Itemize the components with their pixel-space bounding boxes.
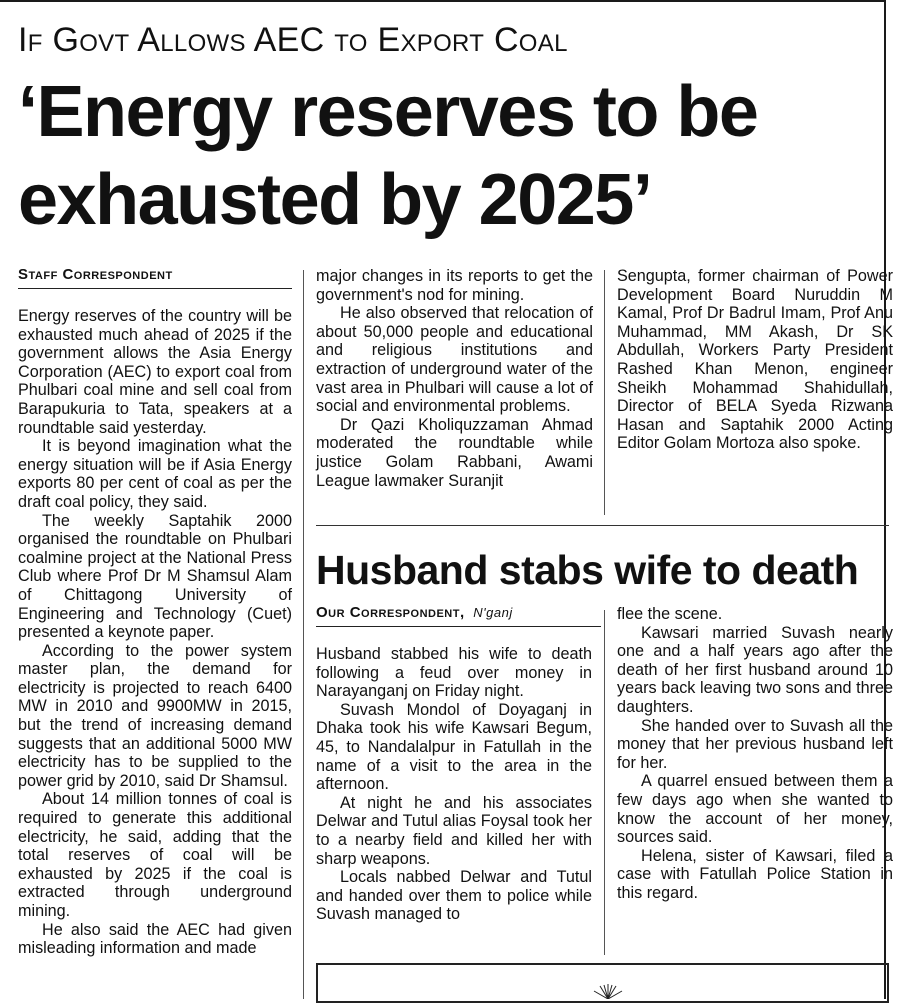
paragraph: It is beyond imagination what the energy situation will be if Asia Energy exports 80 per cent of coal as per the draft coal policy, they said. — [18, 437, 292, 511]
paragraph: At night he and his associates Delwar and Tutul alias Foysal took her to a nearby field and killed her with sharp weapons. — [316, 793, 592, 868]
paragraph: Locals nabbed Delwar and Tutul and handed over them to police while Suvash managed to — [316, 868, 592, 924]
column-separator — [303, 270, 304, 999]
paragraph: Kawsari married Suvash nearly one and a half years ago after the death of her first husband around 10 years back leaving two sons and three daughters. — [617, 623, 893, 716]
article-kicker: If Govt Allows AEC to Export Coal — [18, 21, 568, 59]
article2-column-1 — [316, 645, 592, 924]
column-separator — [604, 270, 605, 515]
paragraph: According to the power system master plan, the demand for electricity is projected to reach 6400 MW in 2010 and 9900MW in 2015, but the trend of increasing demand suggests that an additional 5000 MW electricity has to be supplied to the power grid by 2010, said Dr Shamsul. — [18, 641, 292, 790]
paragraph: flee the scene. — [617, 605, 723, 623]
article2-byline — [316, 604, 601, 627]
paragraph: Husband stabbed his wife to death following a feud over money in Narayanganj on Friday night. — [316, 645, 592, 701]
paragraph: Energy reserves of the country will be exhausted much ahead of 2025 if the government allows the Asia Energy Corporation (AEC) to export coal from Phulbari coal mine and sell coal from Barapukuria to Tata, speakers at a roundtable said yesterday. — [18, 307, 292, 437]
paragraph: The weekly Saptahik 2000 organised the roundtable on Phulbari coalmine project at the National Press Club where Prof Dr M Shamsul Alam of Chittagong University of Engineering and Technology (Cuet) presented a keynote paper. — [18, 511, 292, 642]
paragraph: A quarrel ensued between them a few days ago when she wanted to know the account of her money, sources said. — [617, 772, 893, 847]
paragraph: He also observed that relocation of about 50,000 people and educational and religious institutions and extraction of underground water of the vast area in Phulbari will cause a lot of social and environmental problems. — [316, 304, 593, 416]
paragraph: He also said the AEC had given misleading information and made — [18, 920, 292, 958]
section-divider — [316, 525, 889, 526]
article-headline: ‘Energy reserves to be exhausted by 2025’ — [18, 72, 758, 240]
paragraph: Sengupta, former chairman of Power Development Board Nuruddin M Kamal, Prof Dr Badrul Imam, Prof Anu Muhammad, MM Akash, Dr SK Abdullah, Workers Party President Rashed Khan Menon, engineer Sheikh Mohammad Shahidullah, Director of BELA Syeda Rizwana Hasan and Saptahik 2000 Acting Editor Golam Mortoza also spoke. — [617, 267, 893, 453]
paragraph: Suvash Mondol of Doyaganj in Dhaka took his wife Kawsari Begum, 45, to Nandalalpur in Fatullah in the name of a visit to the area in the afternoon. — [316, 700, 592, 794]
top-border-rule — [0, 0, 884, 2]
paragraph: Helena, sister of Kawsari, filed a case with Fatullah Police Station in this regard. — [617, 846, 893, 902]
article-column-3 — [617, 267, 893, 453]
article2-byline-place: N'ganj — [473, 605, 513, 620]
column-separator — [604, 610, 605, 955]
article2-byline-author: Our Correspondent, — [316, 604, 465, 621]
paragraph: major changes in its reports to get the government's nod for mining. — [316, 267, 593, 304]
paragraph: She handed over to Suvash all the money that her previous husband left for her. — [617, 716, 893, 772]
paragraph: Dr Qazi Kholiquzzaman Ahmad moderated the roundtable while justice Golam Rabbani, Awami League lawmaker Suranjit — [316, 415, 593, 490]
sunburst-icon — [590, 980, 626, 999]
article2-column-2 — [617, 605, 893, 903]
article-column-1 — [18, 307, 292, 958]
paragraph: About 14 million tonnes of coal is required to generate this additional electricity, he said, adding that the total reserves of coal will be exhausted by 2025 if the coal is extracted through underground mining. — [18, 790, 292, 920]
article-byline: Staff Correspondent — [18, 266, 292, 289]
article-column-2 — [316, 267, 593, 490]
article2-headline: Husband stabs wife to death — [316, 547, 859, 593]
